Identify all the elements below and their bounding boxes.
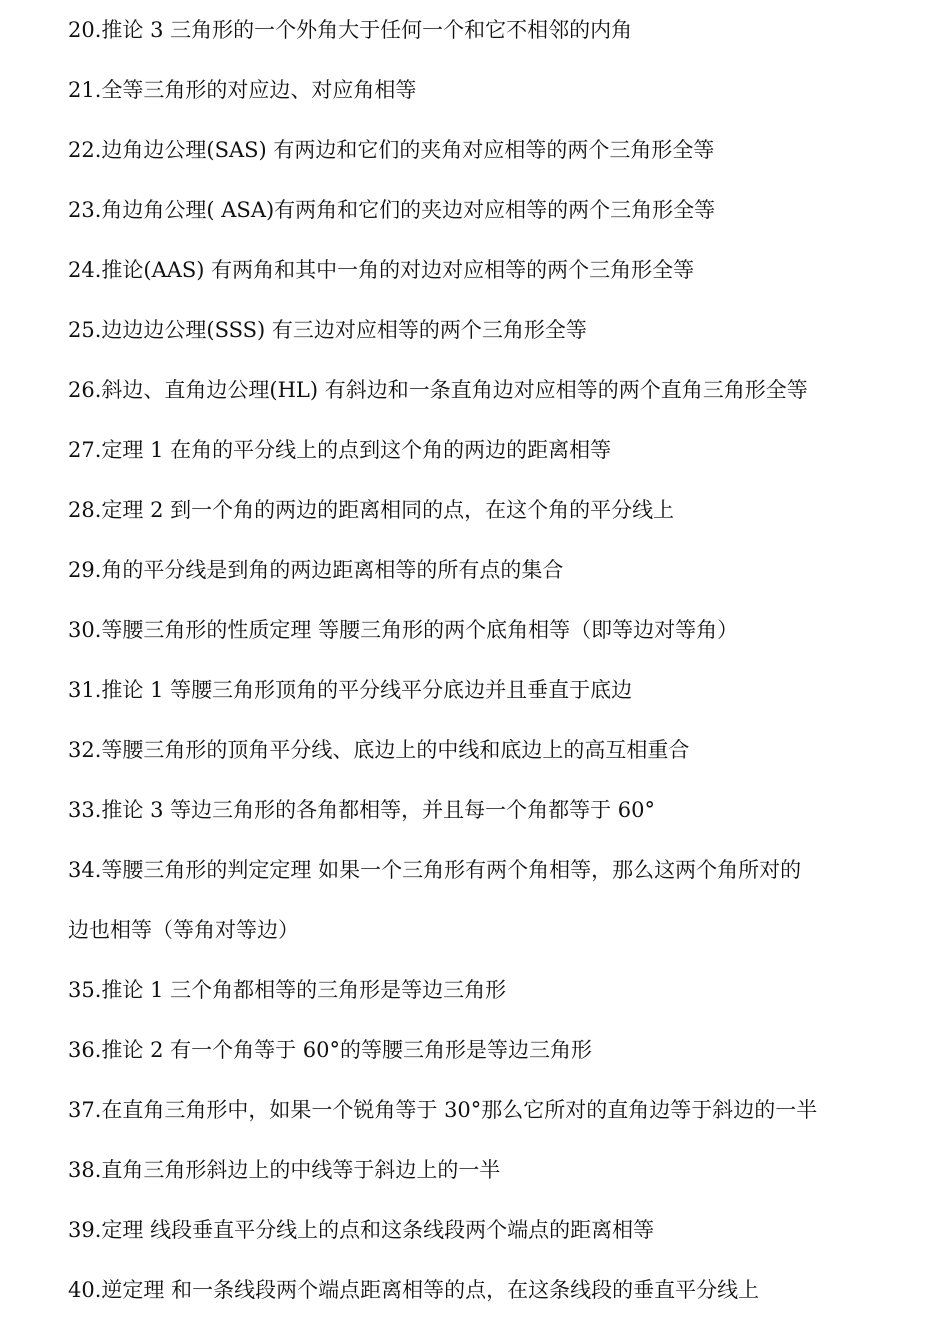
theorem-line: 34.等腰三角形的判定定理 如果一个三角形有两个角相等，那么这两个角所对的 [68,858,802,882]
theorem-line: 27.定理 1 在角的平分线上的点到这个角的两边的距离相等 [68,438,612,462]
theorem-line: 33.推论 3 等边三角形的各角都相等，并且每一个角都等于 60° [68,798,656,822]
theorem-line: 38.直角三角形斜边上的中线等于斜边上的一半 [68,1158,501,1182]
theorem-line: 30.等腰三角形的性质定理 等腰三角形的两个底角相等（即等边对等角） [68,618,739,642]
theorem-line: 22.边角边公理(SAS) 有两边和它们的夹角对应相等的两个三角形全等 [68,138,715,162]
theorem-line: 40.逆定理 和一条线段两个端点距离相等的点，在这条线段的垂直平分线上 [68,1278,760,1302]
theorem-line: 39.定理 线段垂直平分线上的点和这条线段两个端点的距离相等 [68,1218,655,1242]
theorem-line: 29.角的平分线是到角的两边距离相等的所有点的集合 [68,558,564,582]
theorem-line: 37.在直角三角形中，如果一个锐角等于 30°那么它所对的直角边等于斜边的一半 [68,1098,818,1122]
theorem-line: 21.全等三角形的对应边、对应角相等 [68,78,417,102]
theorem-line: 23.角边角公理( ASA)有两角和它们的夹边对应相等的两个三角形全等 [68,198,716,222]
theorem-line: 25.边边边公理(SSS) 有三边对应相等的两个三角形全等 [68,318,587,342]
theorem-list [68,10,908,1330]
theorem-line: 20.推论 3 三角形的一个外角大于任何一个和它不相邻的内角 [68,18,633,42]
theorem-line: 31.推论 1 等腰三角形顶角的平分线平分底边并且垂直于底边 [68,678,633,702]
theorem-line: 32.等腰三角形的顶角平分线、底边上的中线和底边上的高互相重合 [68,738,690,762]
theorem-line: 26.斜边、直角边公理(HL) 有斜边和一条直角边对应相等的两个直角三角形全等 [68,378,808,402]
theorem-line: 35.推论 1 三个角都相等的三角形是等边三角形 [68,978,507,1002]
theorem-line-continuation: 边也相等（等角对等边） [68,918,299,942]
theorem-line: 36.推论 2 有一个角等于 60°的等腰三角形是等边三角形 [68,1038,593,1062]
theorem-line: 28.定理 2 到一个角的两边的距离相同的点，在这个角的平分线上 [68,498,675,522]
theorem-line: 24.推论(AAS) 有两角和其中一角的对边对应相等的两个三角形全等 [68,258,695,282]
